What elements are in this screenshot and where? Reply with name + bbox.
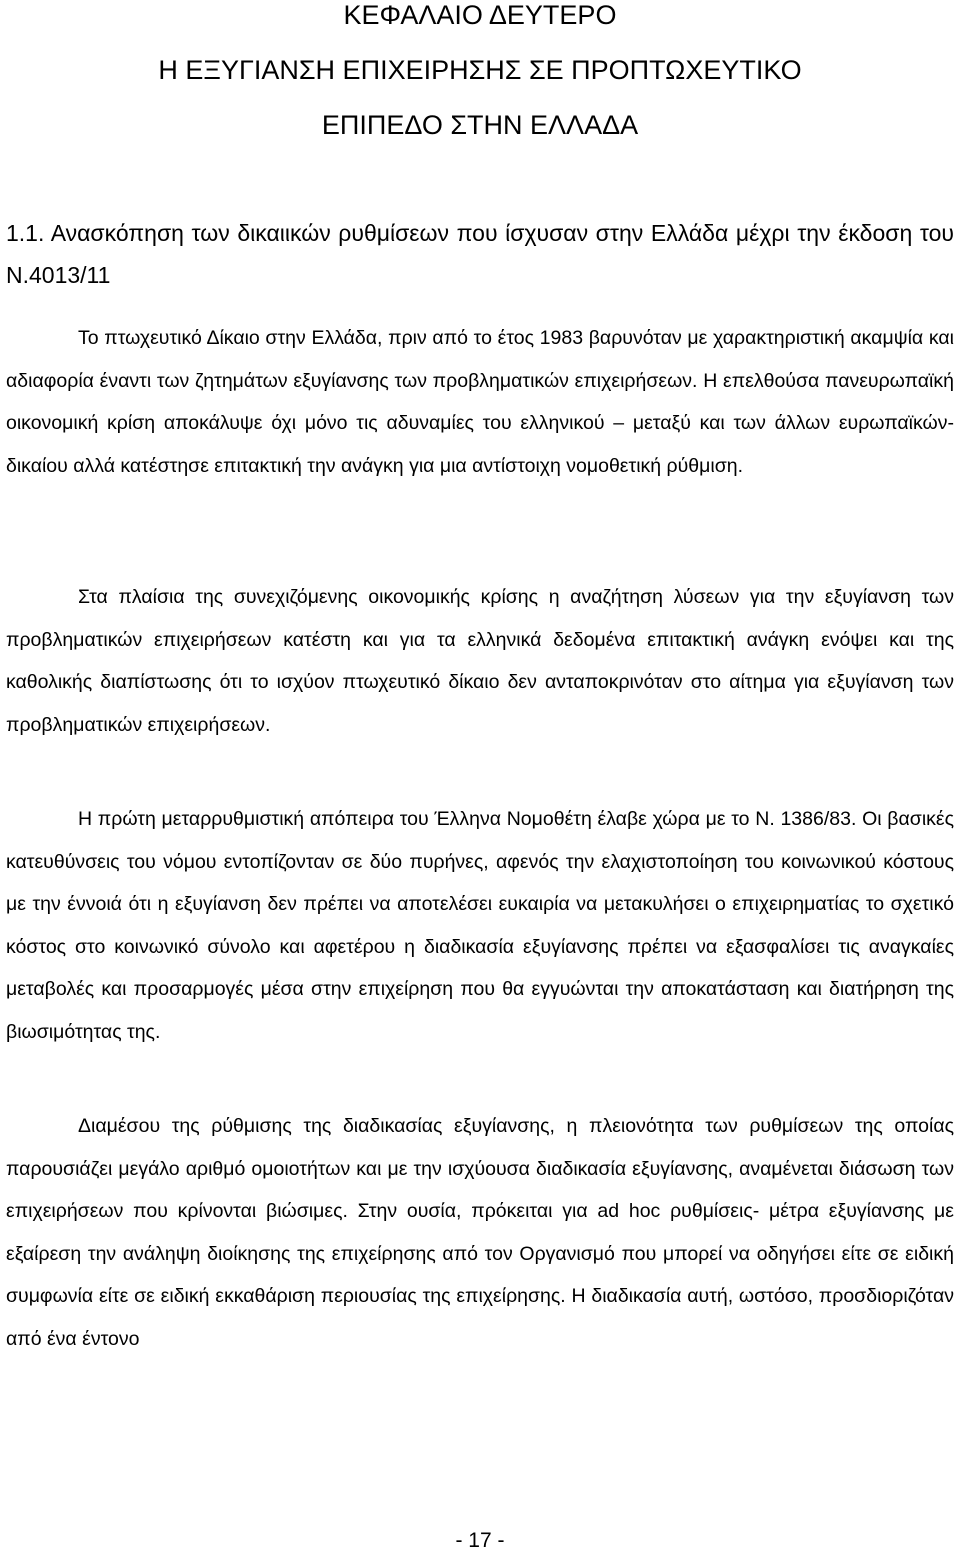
chapter-title-line-1: ΚΕΦΑΛΑΙΟ ΔΕΥΤΕΡΟ (343, 0, 617, 30)
chapter-title-line-3: ΕΠΙΠΕΔΟ ΣΤΗΝ ΕΛΛΑΔΑ (321, 110, 639, 140)
page-number: - 17 - (455, 1529, 505, 1552)
paragraph-4-block (6, 1105, 954, 1361)
chapter-title (0, 0, 960, 153)
section-heading: 1.1. Ανασκόπηση των δικαιικών ρυθμίσεων που ίσχυσαν στην Ελλάδα μέχρι την έκδοση του Ν.4013/11 (6, 220, 954, 288)
paragraph-4: Διαμέσου της ρύθμισης της διαδικασίας εξυγίανσης, η πλειονότητα των ρυθμίσεων της οποίας παρουσιάζει μεγάλο αριθμό ομοιοτήτων και με την ισχύουσα διαδικασία εξυγίανσης, αναμένεται διάσωση των επιχειρήσεων που κρίνονται βιώσιμες. Στην ουσία, πρόκειται για ad hoc ρυθμίσεις- μέτρα εξυγίανσης με εξαίρεση την ανάληψη διοίκησης της επιχείρησης από τον Οργανισμό που μπορεί να οδηγήσει είτε σε ειδική συμφωνία είτε σε ειδική εκκαθάριση περιουσίας της επιχείρησης. Η διαδικασία αυτή, ωστόσο, προσδιοριζόταν από ένα έντονο (6, 1115, 954, 1350)
chapter-title-line-2: Η ΕΞΥΓΙΑΝΣΗ ΕΠΙΧΕΙΡΗΣΗΣ ΣΕ ΠΡΟΠΤΩΧΕΥΤΙΚΟ (158, 55, 802, 85)
paragraph-2: Στα πλαίσια της συνεχιζόμενης οικονομικής κρίσης η αναζήτηση λύσεων για την εξυγίανση των προβληματικών επιχειρήσεων κατέστη και για τα ελληνικά δεδομένα επιτακτική ανάγκη ενόψει και της καθολικής διαπίστωσης ότι το ισχύον πτωχευτικό δίκαιο δεν ανταποκρινόταν στο αίτημα για εξυγίανση των προβληματικών επιχειρήσεων. (6, 586, 954, 736)
paragraph-1-block (6, 317, 954, 487)
paragraph-1: Το πτωχευτικό Δίκαιο στην Ελλάδα, πριν από το έτος 1983 βαρυνόταν με χαρακτηριστική ακαμψία και αδιαφορία έναντι των ζητημάτων εξυγίανσης των προβληματικών επιχειρήσεων. Η επελθούσα πανευρωπαϊκή οικονομική κρίση αποκάλυψε όχι μόνο τις αδυναμίες του ελληνικού – μεταξύ και των άλλων ευρωπαϊκών- δικαίου αλλά κατέστησε επιτακτική την ανάγκη για μια αντίστοιχη νομοθετική ρύθμιση. (6, 327, 954, 477)
paragraph-3-block (6, 798, 954, 1054)
paragraph-2-block (6, 576, 954, 746)
paragraph-3: Η πρώτη μεταρρυθμιστική απόπειρα του Έλληνα Νομοθέτη έλαβε χώρα με το Ν. 1386/83. Οι βασικές κατευθύνσεις του νόμου εντοπίζονταν σε δύο πυρήνες, αφενός την ελαχιστοποίηση του κοινωνικού κόστους με την έννοιά ότι η εξυγίανση δεν πρέπει να αποτελέσει ευκαιρία να μετακυλήσει ο επιχειρηματίας το σχετικό κόστος στο κοινωνικό σύνολο και αφετέρου η διαδικασία εξυγίανσης πρέπει να εξασφαλίσει τις αναγκαίες μεταβολές και προσαρμογές μέσα στην επιχείρηση που θα εγγυώνται την αποκατάσταση και διατήρηση της βιωσιμότητας της. (6, 808, 954, 1043)
